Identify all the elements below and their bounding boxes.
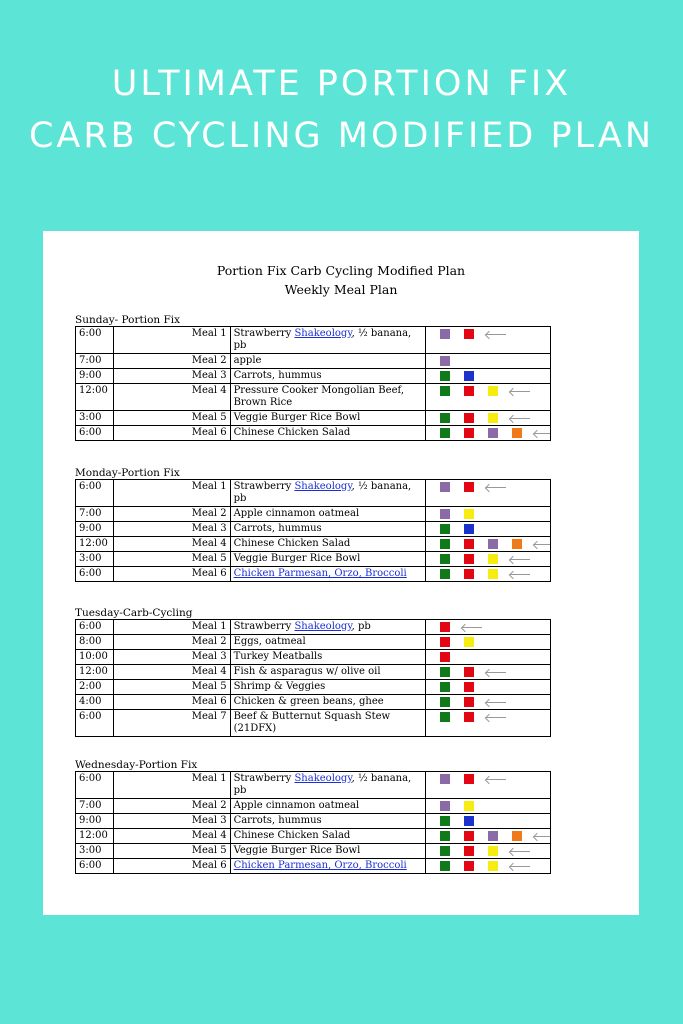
purple-container-icon bbox=[440, 329, 450, 339]
container-cell bbox=[426, 327, 551, 354]
meal-time: 6:00 bbox=[76, 772, 114, 799]
day-section-tuesday bbox=[75, 606, 585, 737]
meal-time: 3:00 bbox=[76, 552, 114, 567]
table-row bbox=[76, 369, 551, 384]
red-container-icon bbox=[464, 682, 474, 692]
red-container-icon bbox=[464, 697, 474, 707]
meal-description: Shrimp & Veggies bbox=[230, 680, 426, 695]
green-container-icon bbox=[440, 846, 450, 856]
check-mark-icon bbox=[534, 836, 550, 837]
container-cell bbox=[426, 814, 551, 829]
day-label: Sunday- Portion Fix bbox=[75, 314, 181, 326]
table-row bbox=[76, 480, 551, 507]
yellow-container-icon bbox=[464, 801, 474, 811]
blue-container-icon bbox=[464, 371, 474, 381]
meal-description: Strawberry Shakeology, ½ banana, pb bbox=[230, 327, 426, 354]
meal-description: Beef & Butternut Squash Stew (21DFX) bbox=[230, 710, 426, 737]
meal-description bbox=[230, 567, 426, 582]
table-row bbox=[76, 327, 551, 354]
check-mark-icon bbox=[510, 559, 530, 560]
day-section-wednesday bbox=[75, 758, 585, 874]
red-container-icon bbox=[464, 413, 474, 423]
container-chips bbox=[440, 801, 488, 811]
green-container-icon bbox=[440, 667, 450, 677]
meal-table bbox=[75, 771, 551, 874]
table-row bbox=[76, 680, 551, 695]
check-mark-icon bbox=[510, 418, 530, 419]
container-chips bbox=[440, 569, 530, 579]
green-container-icon bbox=[440, 569, 450, 579]
container-cell bbox=[426, 695, 551, 710]
table-row bbox=[76, 354, 551, 369]
meal-number: Meal 6 bbox=[113, 695, 230, 710]
meal-number: Meal 2 bbox=[113, 799, 230, 814]
container-cell bbox=[426, 522, 551, 537]
yellow-container-icon bbox=[488, 413, 498, 423]
meal-time: 9:00 bbox=[76, 522, 114, 537]
red-container-icon bbox=[464, 329, 474, 339]
table-row bbox=[76, 829, 551, 844]
meal-time: 7:00 bbox=[76, 507, 114, 522]
recipe-link[interactable]: Chicken Parmesan, Orzo, Broccoli bbox=[233, 568, 407, 579]
purple-container-icon bbox=[440, 482, 450, 492]
table-row bbox=[76, 859, 551, 874]
meal-plan-document bbox=[43, 231, 639, 915]
recipe-link[interactable]: Shakeology bbox=[294, 328, 352, 339]
orange-container-icon bbox=[512, 428, 522, 438]
meal-time: 12:00 bbox=[76, 537, 114, 552]
table-row bbox=[76, 650, 551, 665]
check-mark-icon bbox=[510, 391, 530, 392]
container-cell bbox=[426, 480, 551, 507]
container-chips bbox=[440, 524, 488, 534]
meal-description: Strawberry Shakeology, ½ banana, pb bbox=[230, 480, 426, 507]
container-chips bbox=[440, 637, 488, 647]
purple-container-icon bbox=[440, 509, 450, 519]
meal-number: Meal 7 bbox=[113, 710, 230, 737]
meal-time: 10:00 bbox=[76, 650, 114, 665]
meal-time: 9:00 bbox=[76, 814, 114, 829]
container-cell bbox=[426, 552, 551, 567]
meal-number: Meal 6 bbox=[113, 859, 230, 874]
meal-time: 12:00 bbox=[76, 829, 114, 844]
meal-number: Meal 5 bbox=[113, 411, 230, 426]
red-container-icon bbox=[464, 846, 474, 856]
red-container-icon bbox=[440, 652, 450, 662]
blue-container-icon bbox=[464, 816, 474, 826]
meal-table bbox=[75, 479, 551, 582]
table-row bbox=[76, 844, 551, 859]
container-chips bbox=[440, 846, 530, 856]
container-chips bbox=[440, 652, 464, 662]
meal-number: Meal 3 bbox=[113, 814, 230, 829]
table-row bbox=[76, 522, 551, 537]
day-label: Wednesday-Portion Fix bbox=[75, 759, 198, 771]
green-container-icon bbox=[440, 861, 450, 871]
yellow-container-icon bbox=[488, 861, 498, 871]
meal-number: Meal 3 bbox=[113, 522, 230, 537]
meal-time: 12:00 bbox=[76, 665, 114, 680]
container-cell bbox=[426, 772, 551, 799]
container-chips bbox=[440, 831, 550, 841]
red-container-icon bbox=[464, 667, 474, 677]
check-mark-icon bbox=[486, 702, 506, 703]
table-row bbox=[76, 665, 551, 680]
check-mark-icon bbox=[510, 574, 530, 575]
yellow-container-icon bbox=[488, 569, 498, 579]
container-chips bbox=[440, 682, 488, 692]
container-chips bbox=[440, 356, 464, 366]
green-container-icon bbox=[440, 816, 450, 826]
meal-number: Meal 4 bbox=[113, 384, 230, 411]
table-row bbox=[76, 426, 551, 441]
yellow-container-icon bbox=[464, 637, 474, 647]
meal-description: Apple cinnamon oatmeal bbox=[230, 799, 426, 814]
meal-number: Meal 5 bbox=[113, 844, 230, 859]
meal-number: Meal 2 bbox=[113, 507, 230, 522]
meal-description: Strawberry Shakeology, ½ banana, pb bbox=[230, 772, 426, 799]
blue-container-icon bbox=[464, 524, 474, 534]
container-cell bbox=[426, 829, 551, 844]
day-label: Monday-Portion Fix bbox=[75, 467, 180, 479]
meal-number: Meal 5 bbox=[113, 552, 230, 567]
red-container-icon bbox=[464, 712, 474, 722]
meal-time: 3:00 bbox=[76, 844, 114, 859]
recipe-link[interactable]: Shakeology bbox=[294, 481, 352, 492]
container-chips bbox=[440, 667, 506, 677]
meal-number: Meal 1 bbox=[113, 327, 230, 354]
meal-description: Apple cinnamon oatmeal bbox=[230, 507, 426, 522]
meal-description: Carrots, hummus bbox=[230, 522, 426, 537]
table-row bbox=[76, 567, 551, 582]
container-chips bbox=[440, 371, 488, 381]
container-cell bbox=[426, 369, 551, 384]
container-cell bbox=[426, 665, 551, 680]
meal-time: 3:00 bbox=[76, 411, 114, 426]
table-row bbox=[76, 814, 551, 829]
container-chips bbox=[440, 622, 482, 632]
green-container-icon bbox=[440, 428, 450, 438]
red-container-icon bbox=[440, 637, 450, 647]
table-row bbox=[76, 507, 551, 522]
meal-time: 4:00 bbox=[76, 695, 114, 710]
meal-time: 7:00 bbox=[76, 799, 114, 814]
meal-description: Chicken & green beans, ghee bbox=[230, 695, 426, 710]
meal-time: 8:00 bbox=[76, 635, 114, 650]
meal-description: Carrots, hummus bbox=[230, 369, 426, 384]
check-mark-icon bbox=[534, 433, 550, 434]
meal-time: 6:00 bbox=[76, 710, 114, 737]
container-cell bbox=[426, 537, 551, 552]
check-mark-icon bbox=[486, 334, 506, 335]
table-row bbox=[76, 537, 551, 552]
meal-description: Veggie Burger Rice Bowl bbox=[230, 552, 426, 567]
container-chips bbox=[440, 428, 550, 438]
table-row bbox=[76, 772, 551, 799]
green-container-icon bbox=[440, 682, 450, 692]
meal-number: Meal 1 bbox=[113, 620, 230, 635]
meal-description: Veggie Burger Rice Bowl bbox=[230, 411, 426, 426]
red-container-icon bbox=[440, 622, 450, 632]
container-cell bbox=[426, 635, 551, 650]
meal-description: Fish & asparagus w/ olive oil bbox=[230, 665, 426, 680]
yellow-container-icon bbox=[488, 846, 498, 856]
meal-time: 7:00 bbox=[76, 354, 114, 369]
meal-number: Meal 4 bbox=[113, 665, 230, 680]
meal-number: Meal 5 bbox=[113, 680, 230, 695]
check-mark-icon bbox=[462, 627, 482, 628]
meal-time: 6:00 bbox=[76, 620, 114, 635]
meal-description: apple bbox=[230, 354, 426, 369]
container-chips bbox=[440, 539, 550, 549]
check-mark-icon bbox=[510, 851, 530, 852]
container-chips bbox=[440, 554, 530, 564]
meal-time: 6:00 bbox=[76, 859, 114, 874]
table-row bbox=[76, 620, 551, 635]
container-cell bbox=[426, 507, 551, 522]
container-chips bbox=[440, 329, 506, 339]
red-container-icon bbox=[464, 386, 474, 396]
meal-description: Chinese Chicken Salad bbox=[230, 829, 426, 844]
table-row bbox=[76, 695, 551, 710]
recipe-link[interactable]: Chicken Parmesan, Orzo, Broccoli bbox=[233, 860, 407, 871]
meal-description: Pressure Cooker Mongolian Beef, Brown Rice bbox=[230, 384, 426, 411]
meal-time: 6:00 bbox=[76, 567, 114, 582]
meal-description: Chinese Chicken Salad bbox=[230, 426, 426, 441]
green-container-icon bbox=[440, 386, 450, 396]
red-container-icon bbox=[464, 831, 474, 841]
container-cell bbox=[426, 567, 551, 582]
meal-description: Carrots, hummus bbox=[230, 814, 426, 829]
green-container-icon bbox=[440, 697, 450, 707]
meal-number: Meal 6 bbox=[113, 567, 230, 582]
meal-number: Meal 3 bbox=[113, 369, 230, 384]
green-container-icon bbox=[440, 831, 450, 841]
table-row bbox=[76, 635, 551, 650]
red-container-icon bbox=[464, 482, 474, 492]
meal-time: 2:00 bbox=[76, 680, 114, 695]
container-cell bbox=[426, 799, 551, 814]
day-section-sunday bbox=[75, 313, 585, 441]
green-container-icon bbox=[440, 712, 450, 722]
meal-time: 6:00 bbox=[76, 327, 114, 354]
banner-line-2: CARB CYCLING MODIFIED PLAN bbox=[28, 116, 654, 156]
check-mark-icon bbox=[486, 672, 506, 673]
check-mark-icon bbox=[534, 544, 550, 545]
meal-number: Meal 2 bbox=[113, 354, 230, 369]
check-mark-icon bbox=[486, 717, 506, 718]
table-row bbox=[76, 411, 551, 426]
container-chips bbox=[440, 712, 506, 722]
container-chips bbox=[440, 816, 488, 826]
container-cell bbox=[426, 411, 551, 426]
yellow-container-icon bbox=[488, 554, 498, 564]
meal-table bbox=[75, 619, 551, 737]
meal-description: Turkey Meatballs bbox=[230, 650, 426, 665]
day-section-monday bbox=[75, 466, 585, 582]
purple-container-icon bbox=[440, 356, 450, 366]
orange-container-icon bbox=[512, 539, 522, 549]
container-cell bbox=[426, 859, 551, 874]
yellow-container-icon bbox=[488, 386, 498, 396]
red-container-icon bbox=[464, 861, 474, 871]
red-container-icon bbox=[464, 554, 474, 564]
recipe-link[interactable]: Shakeology bbox=[294, 621, 352, 632]
green-container-icon bbox=[440, 524, 450, 534]
green-container-icon bbox=[440, 371, 450, 381]
container-cell bbox=[426, 650, 551, 665]
container-cell bbox=[426, 710, 551, 737]
meal-number: Meal 2 bbox=[113, 635, 230, 650]
purple-container-icon bbox=[488, 831, 498, 841]
meal-time: 12:00 bbox=[76, 384, 114, 411]
red-container-icon bbox=[464, 539, 474, 549]
red-container-icon bbox=[464, 774, 474, 784]
meal-number: Meal 6 bbox=[113, 426, 230, 441]
check-mark-icon bbox=[486, 487, 506, 488]
container-chips bbox=[440, 413, 530, 423]
check-mark-icon bbox=[486, 779, 506, 780]
container-cell bbox=[426, 844, 551, 859]
container-cell bbox=[426, 426, 551, 441]
meal-description: Strawberry Shakeology, pb bbox=[230, 620, 426, 635]
meal-number: Meal 1 bbox=[113, 480, 230, 507]
meal-number: Meal 3 bbox=[113, 650, 230, 665]
banner-title bbox=[0, 58, 683, 162]
recipe-link[interactable]: Shakeology bbox=[294, 773, 352, 784]
table-row bbox=[76, 710, 551, 737]
purple-container-icon bbox=[488, 539, 498, 549]
container-chips bbox=[440, 386, 530, 396]
purple-container-icon bbox=[440, 801, 450, 811]
container-cell bbox=[426, 384, 551, 411]
red-container-icon bbox=[464, 428, 474, 438]
container-chips bbox=[440, 861, 530, 871]
table-row bbox=[76, 799, 551, 814]
green-container-icon bbox=[440, 554, 450, 564]
container-chips bbox=[440, 482, 506, 492]
red-container-icon bbox=[464, 569, 474, 579]
meal-description: Chinese Chicken Salad bbox=[230, 537, 426, 552]
meal-time: 6:00 bbox=[76, 480, 114, 507]
yellow-container-icon bbox=[464, 509, 474, 519]
document-heading bbox=[43, 261, 639, 299]
meal-number: Meal 4 bbox=[113, 537, 230, 552]
meal-number: Meal 1 bbox=[113, 772, 230, 799]
meal-table bbox=[75, 326, 551, 441]
table-row bbox=[76, 384, 551, 411]
meal-description: Eggs, oatmeal bbox=[230, 635, 426, 650]
table-row bbox=[76, 552, 551, 567]
container-chips bbox=[440, 697, 506, 707]
container-cell bbox=[426, 354, 551, 369]
purple-container-icon bbox=[488, 428, 498, 438]
green-container-icon bbox=[440, 539, 450, 549]
orange-container-icon bbox=[512, 831, 522, 841]
day-label: Tuesday-Carb-Cycling bbox=[75, 607, 193, 619]
check-mark-icon bbox=[510, 866, 530, 867]
meal-time: 9:00 bbox=[76, 369, 114, 384]
meal-time: 6:00 bbox=[76, 426, 114, 441]
green-container-icon bbox=[440, 413, 450, 423]
purple-container-icon bbox=[440, 774, 450, 784]
container-cell bbox=[426, 680, 551, 695]
container-chips bbox=[440, 509, 488, 519]
container-cell bbox=[426, 620, 551, 635]
document-subtitle: Weekly Meal Plan bbox=[284, 282, 398, 297]
document-title: Portion Fix Carb Cycling Modified Plan bbox=[216, 263, 466, 278]
meal-number: Meal 4 bbox=[113, 829, 230, 844]
meal-description bbox=[230, 859, 426, 874]
meal-description: Veggie Burger Rice Bowl bbox=[230, 844, 426, 859]
banner-line-1: ULTIMATE PORTION FIX bbox=[111, 64, 572, 104]
container-chips bbox=[440, 774, 506, 784]
